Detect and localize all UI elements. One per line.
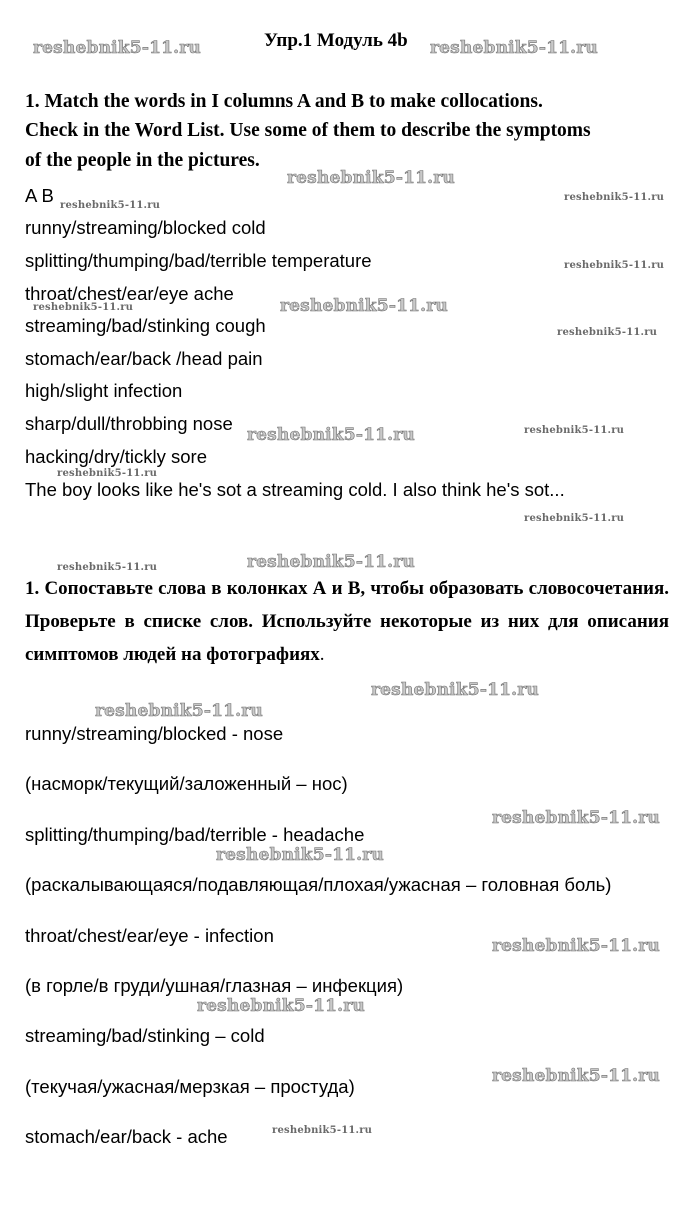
russian-task-period: . <box>319 644 325 665</box>
watermark: reshebnik5-11.ru <box>33 38 201 58</box>
page-title: Упр.1 Модуль 4b <box>264 30 408 51</box>
list-item: high/slight infection <box>25 380 183 401</box>
list-item: runny/streaming/blocked cold <box>25 217 266 238</box>
task-line-3: of the people in the pictures. <box>25 150 260 171</box>
watermark: reshebnik5-11.ru <box>492 1066 660 1086</box>
watermark: reshebnik5-11.ru <box>33 302 134 313</box>
list-item: streaming/bad/stinking cough <box>25 315 266 336</box>
answer-translation: (насморк/текущий/заложенный – нос) <box>25 773 348 794</box>
list-item: sharp/dull/throbbing nose <box>25 413 233 434</box>
watermark: reshebnik5-11.ru <box>564 260 665 271</box>
watermark: reshebnik5-11.ru <box>247 552 415 572</box>
russian-task-text: 1. Сопоставьте слова в колонках А и В, чтобы образовать словосочетания. Проверьте в списке слов. Используйте некоторые из них для описания симптомов людей на фотографиях <box>25 578 669 665</box>
answer-translation: (текучая/ужасная/мерзкая – простуда) <box>25 1076 355 1097</box>
watermark: reshebnik5-11.ru <box>564 192 665 203</box>
russian-task <box>25 572 669 671</box>
watermark: reshebnik5-11.ru <box>95 701 263 721</box>
answer-line: runny/streaming/blocked - nose <box>25 723 284 744</box>
watermark: reshebnik5-11.ru <box>216 845 384 865</box>
watermark: reshebnik5-11.ru <box>57 468 158 479</box>
answer-line: stomach/ear/back - ache <box>25 1126 228 1147</box>
watermark: reshebnik5-11.ru <box>524 513 625 524</box>
watermark: reshebnik5-11.ru <box>280 296 448 316</box>
task-line-2: Check in the Word List. Use some of them to describe the symptoms <box>25 120 591 141</box>
answer-translation: (в горле/в груди/ушная/глазная – инфекция) <box>25 975 404 996</box>
watermark: reshebnik5-11.ru <box>371 680 539 700</box>
watermark: reshebnik5-11.ru <box>197 996 365 1016</box>
watermark: reshebnik5-11.ru <box>272 1125 373 1136</box>
task-line-1: 1. Match the words in I columns A and B to make collocations. <box>25 91 543 112</box>
answer-line: splitting/thumping/bad/terrible - headache <box>25 824 365 845</box>
watermark: reshebnik5-11.ru <box>557 327 658 338</box>
watermark: reshebnik5-11.ru <box>287 168 455 188</box>
list-item: hacking/dry/tickly sore <box>25 446 207 467</box>
watermark: reshebnik5-11.ru <box>430 38 598 58</box>
list-item: stomach/ear/back /head pain <box>25 348 263 369</box>
answer-line: throat/chest/ear/eye - infection <box>25 925 274 946</box>
watermark: reshebnik5-11.ru <box>57 562 158 573</box>
list-item: throat/chest/ear/eye ache <box>25 283 234 304</box>
watermark: reshebnik5-11.ru <box>492 808 660 828</box>
example-sentence: The boy looks like he's sot a streaming cold. I also think he's sot... <box>25 479 565 500</box>
watermark: reshebnik5-11.ru <box>247 425 415 445</box>
answer-translation: (раскалывающаяся/подавляющая/плохая/ужасная – головная боль) <box>25 874 612 895</box>
watermark: reshebnik5-11.ru <box>524 425 625 436</box>
answer-line: streaming/bad/stinking – cold <box>25 1025 265 1046</box>
columns-header: A B <box>25 185 54 206</box>
list-item: splitting/thumping/bad/terrible temperature <box>25 250 372 271</box>
watermark: reshebnik5-11.ru <box>492 936 660 956</box>
watermark: reshebnik5-11.ru <box>60 200 161 211</box>
